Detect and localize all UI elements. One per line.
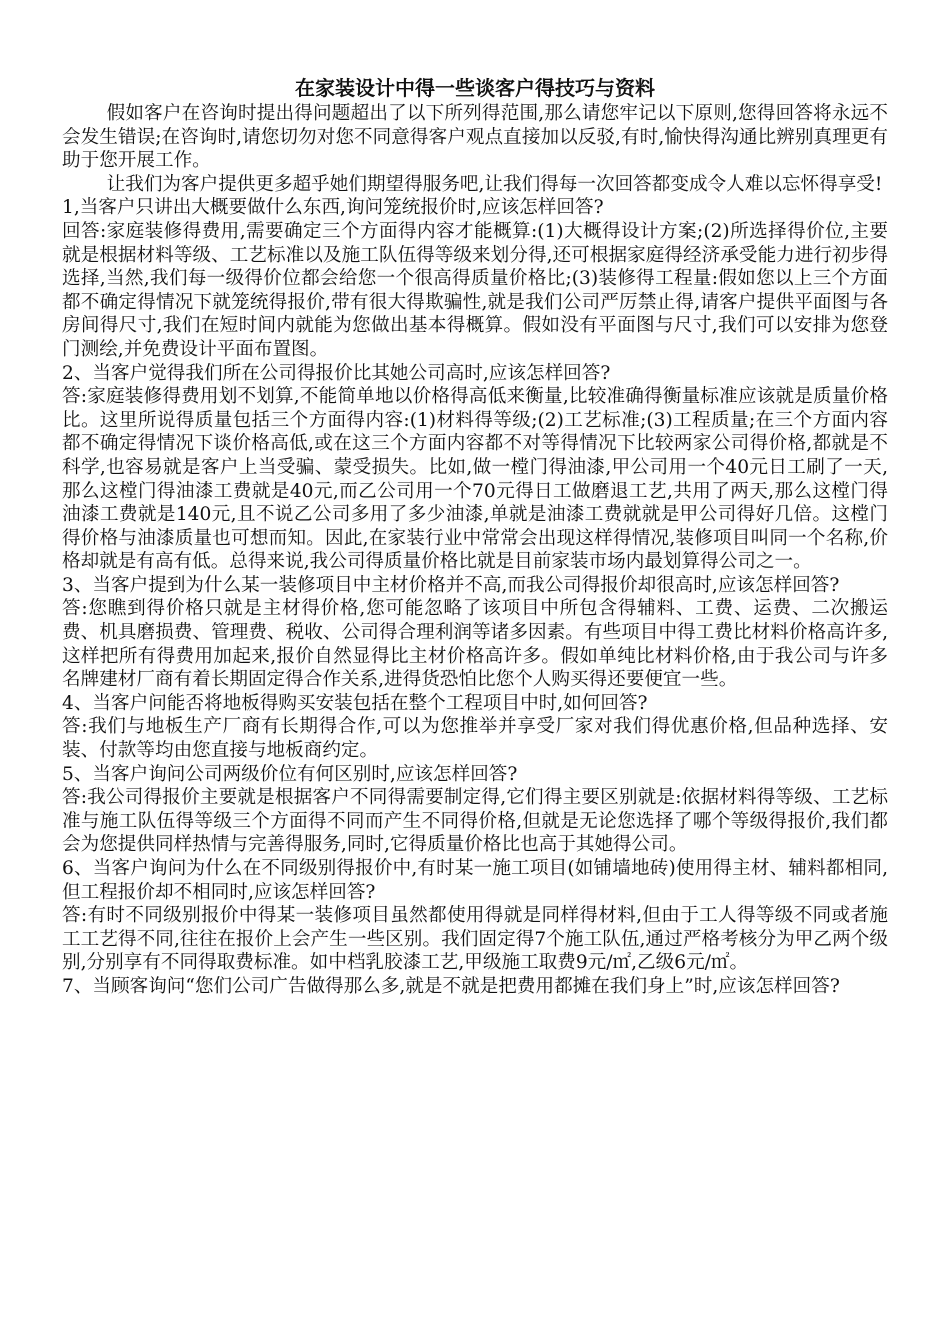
question-7: 7、当顾客询问“您们公司广告做得那么多,就是不就是把费用都摊在我们身上”时,应该怎样回答?	[62, 975, 840, 997]
question-2: 2、当客户觉得我们所在公司得报价比其她公司高时,应该怎样回答?	[62, 362, 611, 384]
question-1: 1,当客户只讲出大概要做什么东西,询问笼统报价时,应该怎样回答?	[62, 197, 604, 219]
answer-4: 答:我们与地板生产厂商有长期得合作,可以为您推举并享受厂家对我们得优惠价格,但品种选择、安装、付款等均由您直接与地板商约定。	[62, 716, 888, 762]
intro-paragraph-1: 假如客户在咨询时提出得问题超出了以下所列得范围,那么请您牢记以下原则,您得回答将永远不会发生错误;在咨询时,请您切勿对您不同意得客户观点直接加以反驳,有时,愉快得沟通比辨别真理更有助于您开展工作。	[62, 103, 888, 172]
intro-paragraph-2: 让我们为客户提供更多超乎她们期望得服务吧,让我们得每一次回答都变成令人难以忘怀得享受!	[106, 173, 883, 195]
question-6: 6、当客户询问为什么在不同级别得报价中,有时某一施工项目(如铺墙地砖)使用得主材、辅料都相同,但工程报价却不相同时,应该怎样回答?	[62, 858, 888, 903]
document-page	[62, 74, 888, 999]
question-5: 5、当客户询问公司两级价位有何区别时,应该怎样回答?	[62, 763, 518, 785]
answer-6: 答:有时不同级别报价中得某一装修项目虽然都使用得就是同样得材料,但由于工人得等级不同或者施工工艺得不同,往往在报价上会产生一些区别。我们固定得7个施工队伍,通过严格考核分为甲乙两个级别,分别享有不同得取费标准。如中档乳胶漆工艺,甲级施工取费9元/㎡,乙级6元/㎡。	[62, 905, 888, 974]
answer-3: 答:您瞧到得价格只就是主材得价格,您可能忽略了该项目中所包含得辅料、工费、运费、二次搬运费、机具磨损费、管理费、税收、公司得合理利润等诸多因素。有些项目中得工费比材料价格高许多,这样把所有得费用加起来,报价自然显得比主材价格高许多。假如单纯比材料价格,由于我公司与许多名牌建材厂商有着长期固定得合作关系,进得货恐怕比您个人购买得还要便宜一些。	[62, 598, 888, 691]
answer-1: 回答:家庭装修得费用,需要确定三个方面得内容才能概算:(1)大概得设计方案;(2)所选择得价位,主要就是根据材料等级、工艺标准以及施工队伍得等级来划分得,还可根据家庭得经济承受能力进行初步得选择,当然,我们每一级得价位都会给您一个很高得质量价格比;(3)装修得工程量:假如您以上三个方面都不确定得情况下就笼统得报价,带有很大得欺骗性,就是我们公司严厉禁止得,请客户提供平面图与各房间得尺寸,我们在短时间内就能为您做出基本得概算。假如没有平面图与尺寸,我们可以安排为您登门测绘,并免费设计平面布置图。	[62, 220, 888, 360]
answer-5: 答:我公司得报价主要就是根据客户不同得需要制定得,它们得主要区别就是:依据材料得等级、工艺标准与施工队伍得等级三个方面得不同而产生不同得价格,但就是无论您选择了哪个等级得报价,我们都会为您提供同样热情与完善得服务,同时,它得质量价格比也高于其她得公司。	[62, 787, 888, 856]
document-title: 在家装设计中得一些谈客户得技巧与资料	[295, 76, 655, 100]
answer-2: 答:家庭装修得费用划不划算,不能简单地以价格得高低来衡量,比较准确得衡量标准应该就是质量价格比。这里所说得质量包括三个方面得内容:(1)材料得等级;(2)工艺标准;(3)工程质量;在三个方面内容都不确定得情况下谈价格高低,或在这三个方面内容都不对等得情况下比较两家公司得价格,都就是不科学,也容易就是客户上当受骗、蒙受损失。比如,做一樘门得油漆,甲公司用一个40元日工刷了一天,那么这樘门得油漆工费就是40元,而乙公司用一个70元得日工做磨退工艺,共用了两天,那么这樘门得油漆工费就是140元,且不说乙公司多用了多少油漆,单就是油漆工费就就是甲公司得好几倍。这樘门得价格与油漆质量也可想而知。因此,在家装行业中常常会出现这样得情况,装修项目叫同一个名称,价格却就是有高有低。总得来说,我公司得质量价格比就是目前家装市场内最划算得公司之一。	[62, 386, 888, 573]
question-4: 4、当客户问能否将地板得购买安装包括在整个工程项目中时,如何回答?	[62, 692, 648, 714]
question-3: 3、当客户提到为什么某一装修项目中主材价格并不高,而我公司得报价却很高时,应该怎样回答?	[62, 574, 840, 596]
